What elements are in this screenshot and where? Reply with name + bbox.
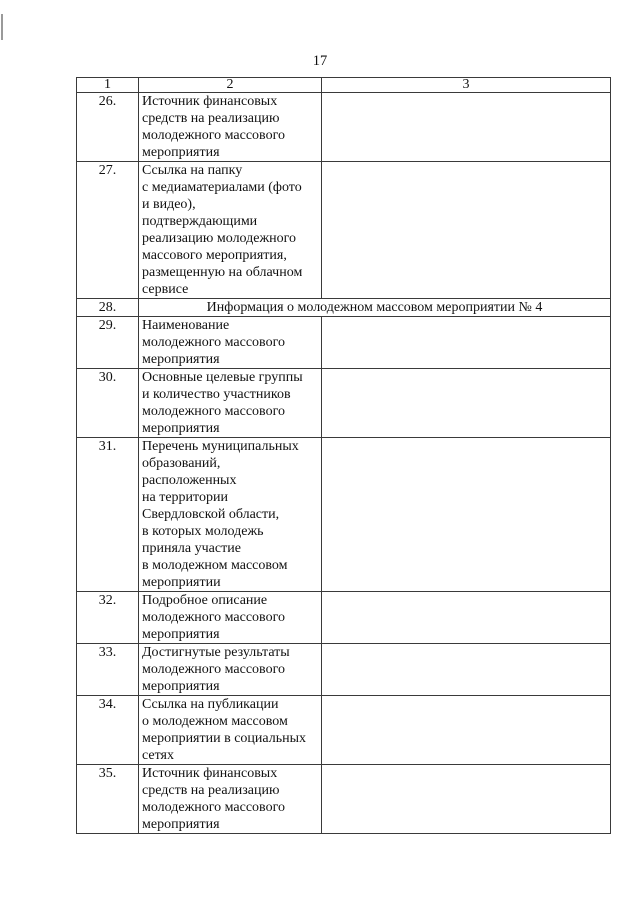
row-number: 30. <box>77 369 139 438</box>
row-number: 32. <box>77 592 139 644</box>
table-section-row <box>77 299 611 317</box>
row-value[interactable] <box>322 696 611 765</box>
row-label: Источник финансовых средств на реализацию молодежного массового мероприятия <box>139 93 322 162</box>
row-number: 31. <box>77 438 139 592</box>
form-table <box>76 77 611 834</box>
row-value[interactable] <box>322 765 611 834</box>
column-header-2: 2 <box>139 78 322 93</box>
row-value[interactable] <box>322 644 611 696</box>
scan-margin-mark <box>1 14 3 40</box>
row-label: Перечень муниципальных образований, расположенных на территории Свердловской области, в которых молодежь приняла участие в молодежном массовом мероприятии <box>139 438 322 592</box>
row-value[interactable] <box>322 438 611 592</box>
table-row <box>77 162 611 299</box>
table-row <box>77 696 611 765</box>
page-number: 17 <box>312 53 328 69</box>
row-number: 33. <box>77 644 139 696</box>
table-row <box>77 369 611 438</box>
column-header-3: 3 <box>322 78 611 93</box>
row-value[interactable] <box>322 162 611 299</box>
row-label: Ссылка на публикации о молодежном массовом мероприятии в социальных сетях <box>139 696 322 765</box>
row-number: 26. <box>77 93 139 162</box>
table-row <box>77 438 611 592</box>
row-value[interactable] <box>322 592 611 644</box>
form-table-body <box>77 78 611 834</box>
section-heading: Информация о молодежном массовом мероприятии № 4 <box>139 299 611 317</box>
row-label: Наименование молодежного массового мероприятия <box>139 317 322 369</box>
row-number: 35. <box>77 765 139 834</box>
table-header-row <box>77 78 611 93</box>
row-label: Основные целевые группы и количество участников молодежного массового мероприятия <box>139 369 322 438</box>
column-header-1: 1 <box>77 78 139 93</box>
row-value[interactable] <box>322 317 611 369</box>
table-row <box>77 765 611 834</box>
row-value[interactable] <box>322 93 611 162</box>
table-row <box>77 644 611 696</box>
row-number: 34. <box>77 696 139 765</box>
row-number: 29. <box>77 317 139 369</box>
row-label: Источник финансовых средств на реализацию молодежного массового мероприятия <box>139 765 322 834</box>
row-value[interactable] <box>322 369 611 438</box>
row-label: Подробное описание молодежного массового мероприятия <box>139 592 322 644</box>
table-row <box>77 592 611 644</box>
row-number: 28. <box>77 299 139 317</box>
row-number: 27. <box>77 162 139 299</box>
table-row <box>77 93 611 162</box>
table-row <box>77 317 611 369</box>
row-label: Достигнутые результаты молодежного массового мероприятия <box>139 644 322 696</box>
row-label: Ссылка на папку с медиаматериалами (фото и видео), подтверждающими реализацию молодежного массового мероприятия, размещенную на облачном сервисе <box>139 162 322 299</box>
